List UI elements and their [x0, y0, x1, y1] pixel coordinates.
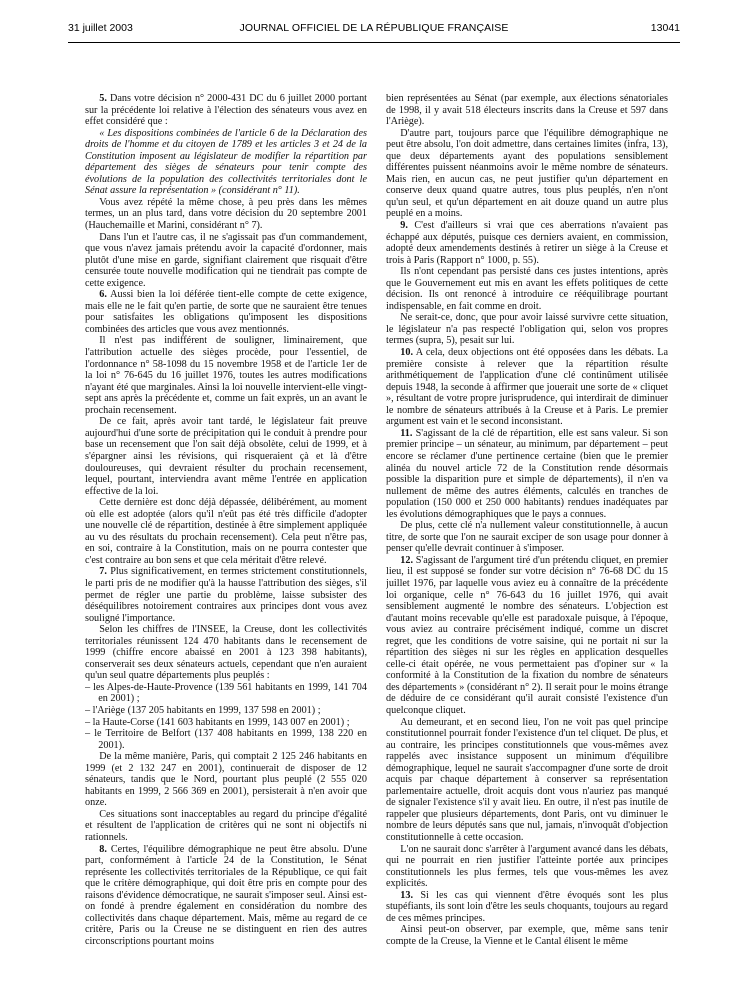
list-item: – la Haute-Corse (141 603 habitants en 1999, 143 007 en 2001) ;: [85, 716, 350, 728]
page-header: [68, 22, 680, 43]
paragraph: Cette dernière est donc déjà dépassée, délibérément, au moment où elle est adoptée (alors qu'il n'eût pas été très difficile d'adopter une nouvelle clé de répartition, destinée à être simplement appliquée au vu des résultats du prochain recensement). Cela peut n'être pas, en soi, contraire à la Constitution, mais on ne pourra contester que c'est contraire au bon sens et que cela méritait d'être relevé.: [85, 497, 367, 566]
paragraph-10: [386, 347, 668, 428]
paragraph-text: Aussi bien la loi déférée tient-elle compte de cette exigence, mais elle ne le fait qu'en partie, de sorte que ne sauraient être tenues pour satisfaites les obligations qu'imposent les dispositions combinées des articles que vous avez mentionnés.: [85, 289, 367, 335]
paragraph-text: S'agissant de l'argument tiré d'un prétendu cliquet, en premier lieu, il est supposé se fonder sur votre décision n° 76-68 DC du 15 juillet 1976, par laquelle vous aviez eu à connaître de la précédente loi organique, celle n° 76-643 du 16 juillet 1976, qui avait sensiblement augmenté le nombre des sénateurs. L'objection est d'autant moins recevable qu'elle est paradoxale puisque, à l'époque, vous aviez au contraire précisément indiqué, comme un discret regret, que les conditions de votre saisine, qui ne portait ni sur la répartition des sièges ni sur les règles en application desquelles celle-ci était opérée, ne vous permettaient pas d'opiner sur « la conformité à la Constitution de la fixation du nombre de sénateurs des départements » (considérant n° 2). Il serait pour le moins étrange de déduire de ce considérant qu'il aurait consisté l'existence d'un quelconque cliquet.: [386, 554, 668, 716]
paragraph-text: A cela, deux objections ont été opposées dans les débats. La première consiste à relever que la répartition résulte arithmétiquement de l'application d'une clé continûment utilisée depuis 1948, la seconde à affirmer que jouerait une sorte de « cliquet », résultant de votre propre jurisprudence, qui interdirait de diminuer le nombre de sénateurs attribués à la Creuse et à Paris. Le premier argument est vain et le second inconsistant.: [386, 347, 668, 428]
paragraph: Ne serait-ce, donc, que pour avoir laissé survivre cette situation, le législateur n'a pas respecté l'obligation qui, selon vos propres termes (supra, 5), pesait sur lui.: [386, 312, 668, 347]
paragraph-number: 5.: [99, 93, 107, 104]
paragraph: D'autre part, toujours parce que l'équilibre démographique ne peut être absolu, l'on doit admettre, dans certaines limites (infra, 13), que deux départements ayant des populations sensiblement différentes puissent néanmoins avoir le même nombre de sénateurs. Mais rien, en aucun cas, ne peut justifier qu'un département en conserve deux quand quatre autres, tous plus peuplés, n'en n'ont qu'un seul, et qu'un département en ait douze quand un autre plus peuplé en a moins.: [386, 127, 668, 220]
paragraph: Dans l'un et l'autre cas, il ne s'agissait pas d'un commandement, que vous n'avez jamais prétendu avoir la capacité d'ordonner, mais plutôt d'une mise en garde, signifiant clairement que risquait d'être censurée toute nouvelle modification qui ne tiendrait pas compte de cette exigence.: [85, 231, 367, 289]
paragraph: Ils n'ont cependant pas persisté dans ces justes intentions, après que le Gouvernement eut mis en avant les effets politiques de cette décision. Ils ont renoncé à introduire ce rééquilibrage pourtant indispensable, en fait comme en droit.: [386, 266, 668, 312]
journal-title: JOURNAL OFFICIEL DE LA RÉPUBLIQUE FRANÇAISE: [239, 22, 509, 34]
paragraph: Au demeurant, et en second lieu, l'on ne voit pas quel principe constitutionnel pourrait fonder l'existence d'un tel cliquet. De plus, et au contraire, les principes constitutionnels que vous-mêmes avez rappelés avec insistance supposent un minimum d'équilibre démographique, lequel ne saurait s'accompagner d'une sorte de droit acquis par chaque département à conserver sa représentation parlementaire actuelle, droit acquis dont vous n'auriez pas manqué de signaler l'existence s'il y avait lieu. En outre, il n'est pas inutile de rappeler que plusieurs départements, dont Paris, ont vu diminuer le nombre de leurs députés sans que nul, jamais, n'invoquât d'objection constitutionnelle à cette occasion.: [386, 716, 668, 843]
paragraph-number: 8.: [99, 843, 107, 855]
paragraph-11: [386, 428, 668, 520]
paragraph: Ainsi peut-on observer, par exemple, que, même sans tenir compte de la Creuse, la Vienne et le Cantal élisent le même: [386, 924, 668, 947]
list-item: – les Alpes-de-Haute-Provence (139 561 habitants en 1999, 141 704 en 2001) ;: [85, 681, 367, 705]
paragraph: L'on ne saurait donc s'arrêter à l'argument avancé dans les débats, qui ne pourrait en rien justifier l'atteinte portée aux principes constitutionnels les plus fermes, tels que vous-mêmes les avez explicités.: [386, 843, 668, 890]
paragraph-text: Si les cas qui viennent d'être évoqués sont les plus stupéfiants, ils sont loin d'être les seuls choquants, toujours au regard de ces mêmes principes.: [386, 889, 668, 924]
paragraph-text: Certes, l'équilibre démographique ne peut être absolu. D'une part, conformément à l'article 24 de la Constitution, le Sénat représente les collectivités territoriales de la République, ce qui fait que le critère démographique, qui doit être pris en compte pour des raisons d'évidence démocratique, ne saurait s'imposer seul. Ainsi est-on fondé à prendre également en considération du nombre des collectivités dans chaque département. Mais, même au regard de ce critère, Paris ou la Creuse ne se distinguent en rien des autres circonscriptions pourtant moins: [85, 843, 367, 947]
paragraph: Ces situations sont inacceptables au regard du principe d'égalité et résultent de l'application de critères qui ne sont ni objectifs ni rationnels.: [85, 808, 367, 843]
paragraph-number: 10.: [400, 347, 413, 359]
paragraph-continuation: bien représentées au Sénat (par exemple, aux élections sénatoriales de 1998, il y avait 518 électeurs inscrits dans la Creuse et 597 dans l'Ariège).: [386, 93, 668, 128]
department-list: [85, 682, 367, 751]
paragraph-text: Dans votre décision n° 2000-431 DC du 6 juillet 2000 portant sur la précédente loi relative à l'élection des sénateurs vous avez en effet considéré que :: [85, 93, 367, 128]
paragraph-number: 7.: [99, 566, 107, 578]
paragraph-8: [85, 844, 367, 948]
paragraph-text: C'est d'ailleurs si vrai que ces aberrations n'avaient pas échappé aux députés, puisque ces derniers avaient, en commission, adopté deux amendements destinés à retirer un siège à la Creuse et trois à Paris (Rapport n° 1000, p. 55).: [386, 220, 668, 266]
paragraph-number: 6.: [99, 289, 107, 301]
paragraph-text: S'agissant de la clé de répartition, elle est sans valeur. Si son premier principe – un sénateur, au minimum, par département – peut encore se réclamer d'une pertinence certaine (bien que le premier alinéa du nouvel article 72 de la Constitution rende désormais possible la disparition pure et simple de départements), il n'en va nullement de même des autres éléments, calculés en tranches de population (150 000 et 250 000 habitants) rendues inadéquates par les évolutions démographiques que le pays a connues.: [386, 427, 668, 520]
paragraph-number: 12.: [400, 554, 413, 566]
paragraph-number: 11.: [400, 427, 413, 439]
quotation: « Les dispositions combinées de l'article 6 de la Déclaration des droits de l'homme et du citoyen de 1789 et les articles 3 et 24 de la Constitution imposent au législateur de modifier la répartition par département des sièges de sénateurs pour tenir compte des évolutions de la population des collectivités territoriales dont le Sénat assure la représentation » (considérant n° 11).: [85, 127, 367, 197]
list-item: – le Territoire de Belfort (137 408 habitants en 1999, 138 220 en 2001).: [85, 728, 367, 751]
paragraph-12: [386, 555, 668, 717]
paragraph: Il n'est pas indifférent de souligner, liminairement, que l'attribution actuelle des sièges procède, pour l'essentiel, de l'ordonnance n° 58-1098 du 15 novembre 1958 et de l'article 1er de la loi n° 76-645 du 16 juillet 1976, toutes les autres modifications n'ayant été que marginales. Ainsi la loi nouvelle intervient-elle vingt-sept ans après la précédente et, comme un fait exprès, un an avant le prochain recensement.: [85, 335, 367, 416]
issue-date: 31 juillet 2003: [68, 22, 133, 34]
left-column: [85, 93, 367, 983]
paragraph: De plus, cette clé n'a nullement valeur constitutionnelle, à aucun titre, de sorte que l'on ne saurait exciper de son usage pour donner à penser qu'elle devrait continuer à s'imposer.: [386, 520, 668, 555]
paragraph-9: [386, 220, 668, 266]
paragraph: Vous avez répété la même chose, à peu près dans les mêmes termes, un an plus tard, dans votre décision du 20 septembre 2001 (Hauchemaille et Marini, considérant n° 7).: [85, 196, 367, 232]
paragraph-5: [85, 93, 367, 128]
paragraph-text: Plus significativement, en termes strictement constitutionnels, le parti pris de ne modifier qu'à la hausse l'attribution des sièges, s'il permet de régler une partie du problème, laisse subsister des déséquilibres notoirement contraires aux principes dont vous avez souligné l'importance.: [85, 566, 367, 624]
list-item: – l'Ariège (137 205 habitants en 1999, 137 598 en 2001) ;: [85, 704, 321, 716]
paragraph-number: 13.: [400, 889, 413, 901]
paragraph: De la même manière, Paris, qui comptait 2 125 246 habitants en 1999 (et 2 132 247 en 2001), continuerait de disposer de 12 sénateurs, tandis que le Nord, pourtant plus peuplé (2 555 020 habitants en 1999, 2 566 369 en 2001), persisterait à n'en avoir que onze.: [85, 751, 367, 809]
paragraph: Selon les chiffres de l'INSEE, la Creuse, dont les collectivités territoriales réunissent 124 470 habitants dans le recensement de 1999 (chiffre encore abaissé en 2001 à 123 398 habitants), conserverait ses deux sénateurs actuels, cependant que n'en auraient qu'un seul quatre départements plus peuplés :: [85, 624, 367, 682]
paragraph-7: [85, 566, 367, 624]
right-column: [386, 93, 668, 983]
paragraph-13: [386, 890, 668, 925]
page-number: 13041: [650, 22, 680, 34]
paragraph-6: [85, 289, 367, 335]
paragraph: De ce fait, après avoir tant tardé, le législateur fait preuve aujourd'hui d'une sorte de précipitation qui le conduit à prendre pour base un recensement que l'on sait déjà obsolète, celui de 1999, et à s'épargner ainsi les révisions, qui risqueraient çà et là d'être douloureuses, qui devraient résulter du prochain recensement, lequel, pourtant, interviendra avant même l'entrée en application effective de la loi.: [85, 416, 367, 497]
paragraph-number: 9.: [400, 220, 408, 232]
